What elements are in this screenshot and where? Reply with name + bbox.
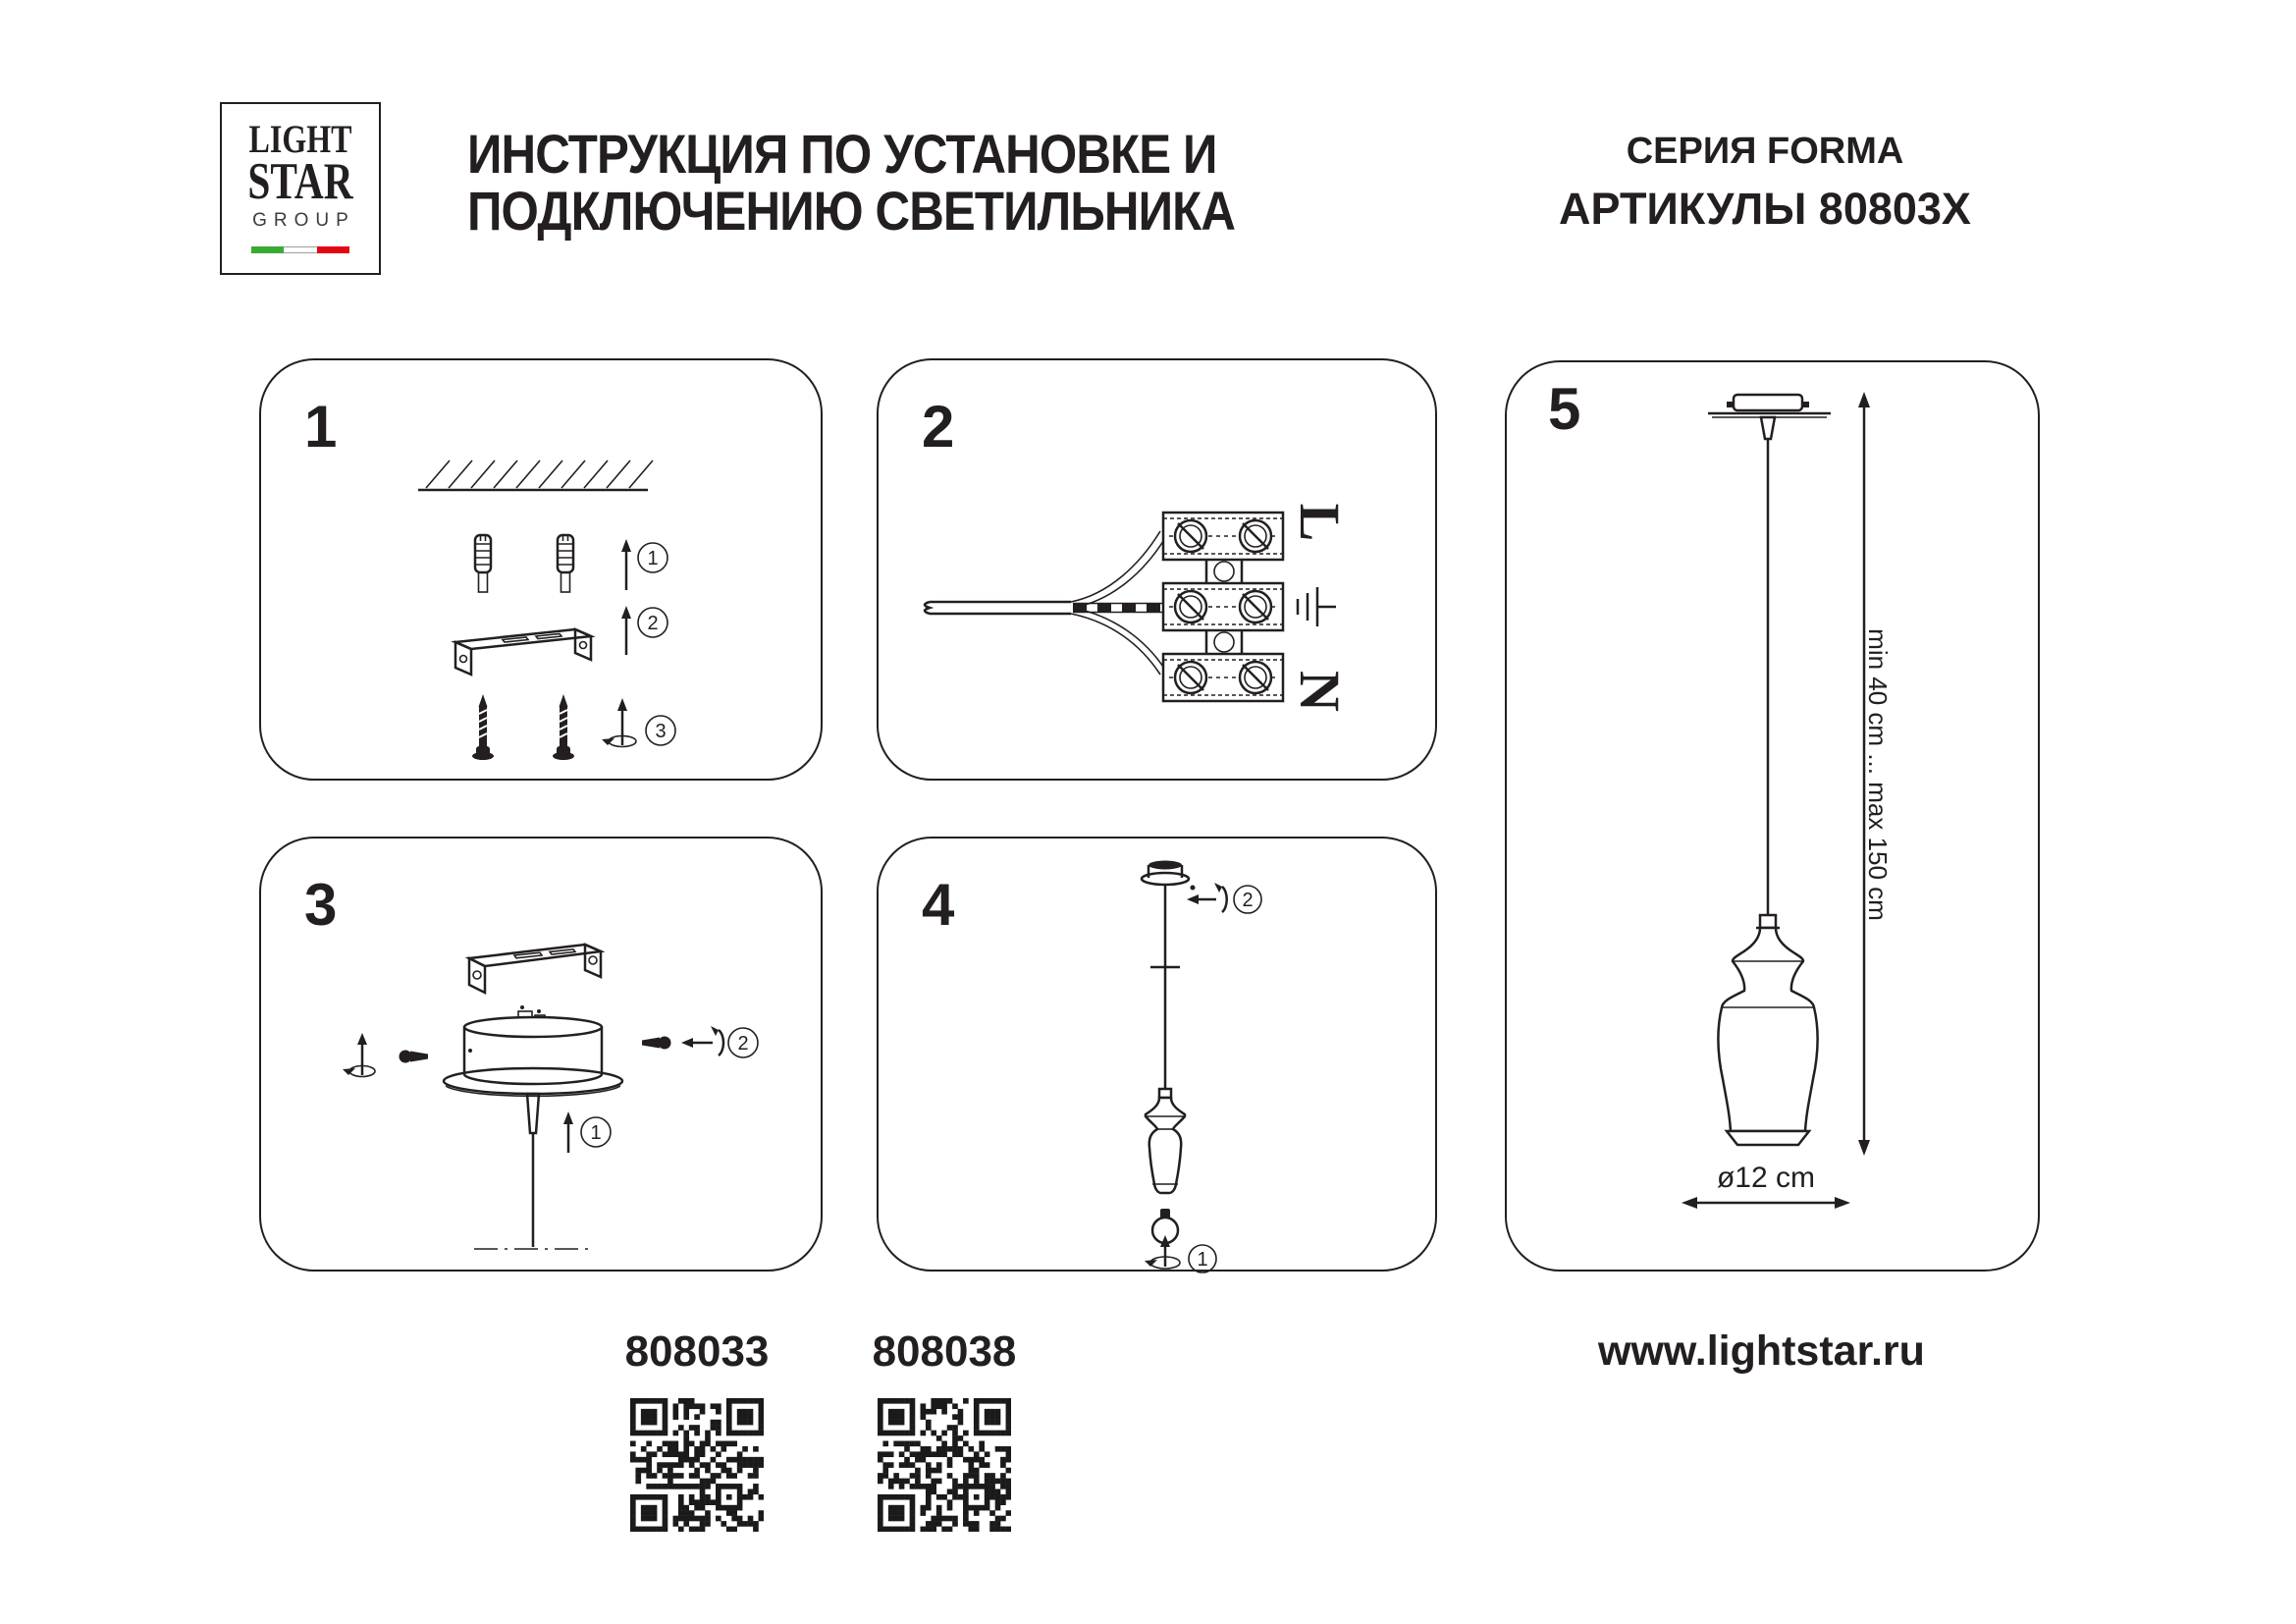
- title-line-1: ИНСТРУКЦИЯ ПО УСТАНОВКЕ И: [467, 123, 1217, 185]
- suspension-cord: [1150, 885, 1180, 1089]
- panel-5-drawing: [1507, 362, 2042, 1273]
- pendant-lamp-icon: [1708, 395, 1831, 1145]
- website-label: www.lightstar.ru: [1598, 1327, 1925, 1375]
- live-label: L: [1288, 503, 1352, 542]
- ground-symbol-icon: [1298, 587, 1336, 626]
- ceiling-hatch-icon: [418, 460, 653, 490]
- side-screw-icon: [642, 1037, 671, 1050]
- step-1-badge: [581, 1117, 611, 1147]
- svg-text:1: 1: [590, 1122, 602, 1144]
- rotate-icon: [681, 1026, 723, 1056]
- qr-code-article-2: [878, 1398, 1011, 1532]
- rotate-icon: [343, 1033, 375, 1077]
- step-1-arrow: [621, 539, 631, 590]
- neutral-label: N: [1288, 671, 1352, 712]
- panel-2-drawing: [879, 360, 1439, 783]
- panel-step-3: [259, 837, 823, 1272]
- step-1-badge: [638, 543, 667, 572]
- supply-cable-icon: [925, 531, 1165, 675]
- svg-text:2: 2: [737, 1033, 749, 1055]
- panel-1-drawing: [261, 360, 825, 783]
- qr-code-article-1: [630, 1398, 764, 1532]
- screw-icon: [553, 694, 574, 760]
- panel-4-number: 4: [922, 872, 955, 938]
- lightstar-logo: [220, 102, 381, 275]
- title-line-2: ПОДКЛЮЧЕНИЮ СВЕТИЛЬНИКА: [467, 180, 1236, 242]
- panel-1-number: 1: [304, 394, 338, 460]
- svg-text:3: 3: [655, 721, 667, 742]
- step-2-badge: [638, 608, 667, 637]
- panel-final-view: [1505, 360, 2040, 1272]
- step-2-badge: [1234, 886, 1261, 913]
- step-3-badge: [646, 716, 675, 745]
- mounting-bracket-icon: [455, 629, 591, 675]
- panel-step-4: [877, 837, 1437, 1272]
- svg-text:2: 2: [1242, 890, 1254, 911]
- page-title: [467, 123, 1236, 242]
- panel-4-drawing: [879, 839, 1439, 1273]
- panel-step-1: [259, 358, 823, 781]
- svg-text:1: 1: [1197, 1249, 1208, 1271]
- panel-3-drawing: [261, 839, 825, 1273]
- series-label: СЕРИЯ FORMA: [1626, 131, 1904, 172]
- step-1-badge: [1189, 1245, 1216, 1272]
- step-2-badge: [728, 1028, 758, 1057]
- svg-text:1: 1: [647, 548, 659, 569]
- article-number-2: 808038: [872, 1327, 1017, 1376]
- dowel-icon: [475, 535, 491, 592]
- dowel-icon: [558, 535, 573, 592]
- logo-word-star: STAR: [247, 153, 353, 210]
- panel-3-number: 3: [304, 872, 338, 938]
- svg-text:2: 2: [647, 613, 659, 634]
- panel-step-2: [877, 358, 1437, 781]
- italian-flag-icon: [251, 246, 349, 253]
- canopy-icon: [1142, 861, 1196, 891]
- lamp-shade-icon: [1146, 1089, 1185, 1193]
- article-number-1: 808033: [624, 1327, 770, 1376]
- height-range-label: min 40 cm ... max 150 cm: [1863, 628, 1893, 921]
- mounting-bracket-icon: [469, 945, 601, 993]
- rotate-icon: [602, 698, 636, 747]
- panel-5-number: 5: [1548, 376, 1581, 442]
- step-1-arrow: [563, 1111, 573, 1153]
- diameter-label: ø12 cm: [1716, 1162, 1816, 1194]
- logo-word-light: LIGHT: [248, 117, 352, 161]
- logo-word-group: GROUP: [252, 210, 355, 231]
- diameter-dimension-arrow: [1682, 1197, 1850, 1209]
- side-screw-icon: [400, 1051, 429, 1063]
- terminal-block-icon: [1163, 513, 1283, 701]
- series-block: [1500, 132, 2030, 232]
- step-2-arrow: [621, 606, 631, 655]
- screw-icon: [472, 694, 494, 760]
- panel-2-number: 2: [922, 394, 955, 460]
- articles-label: АРТИКУЛЫ 80803X: [1559, 184, 1971, 234]
